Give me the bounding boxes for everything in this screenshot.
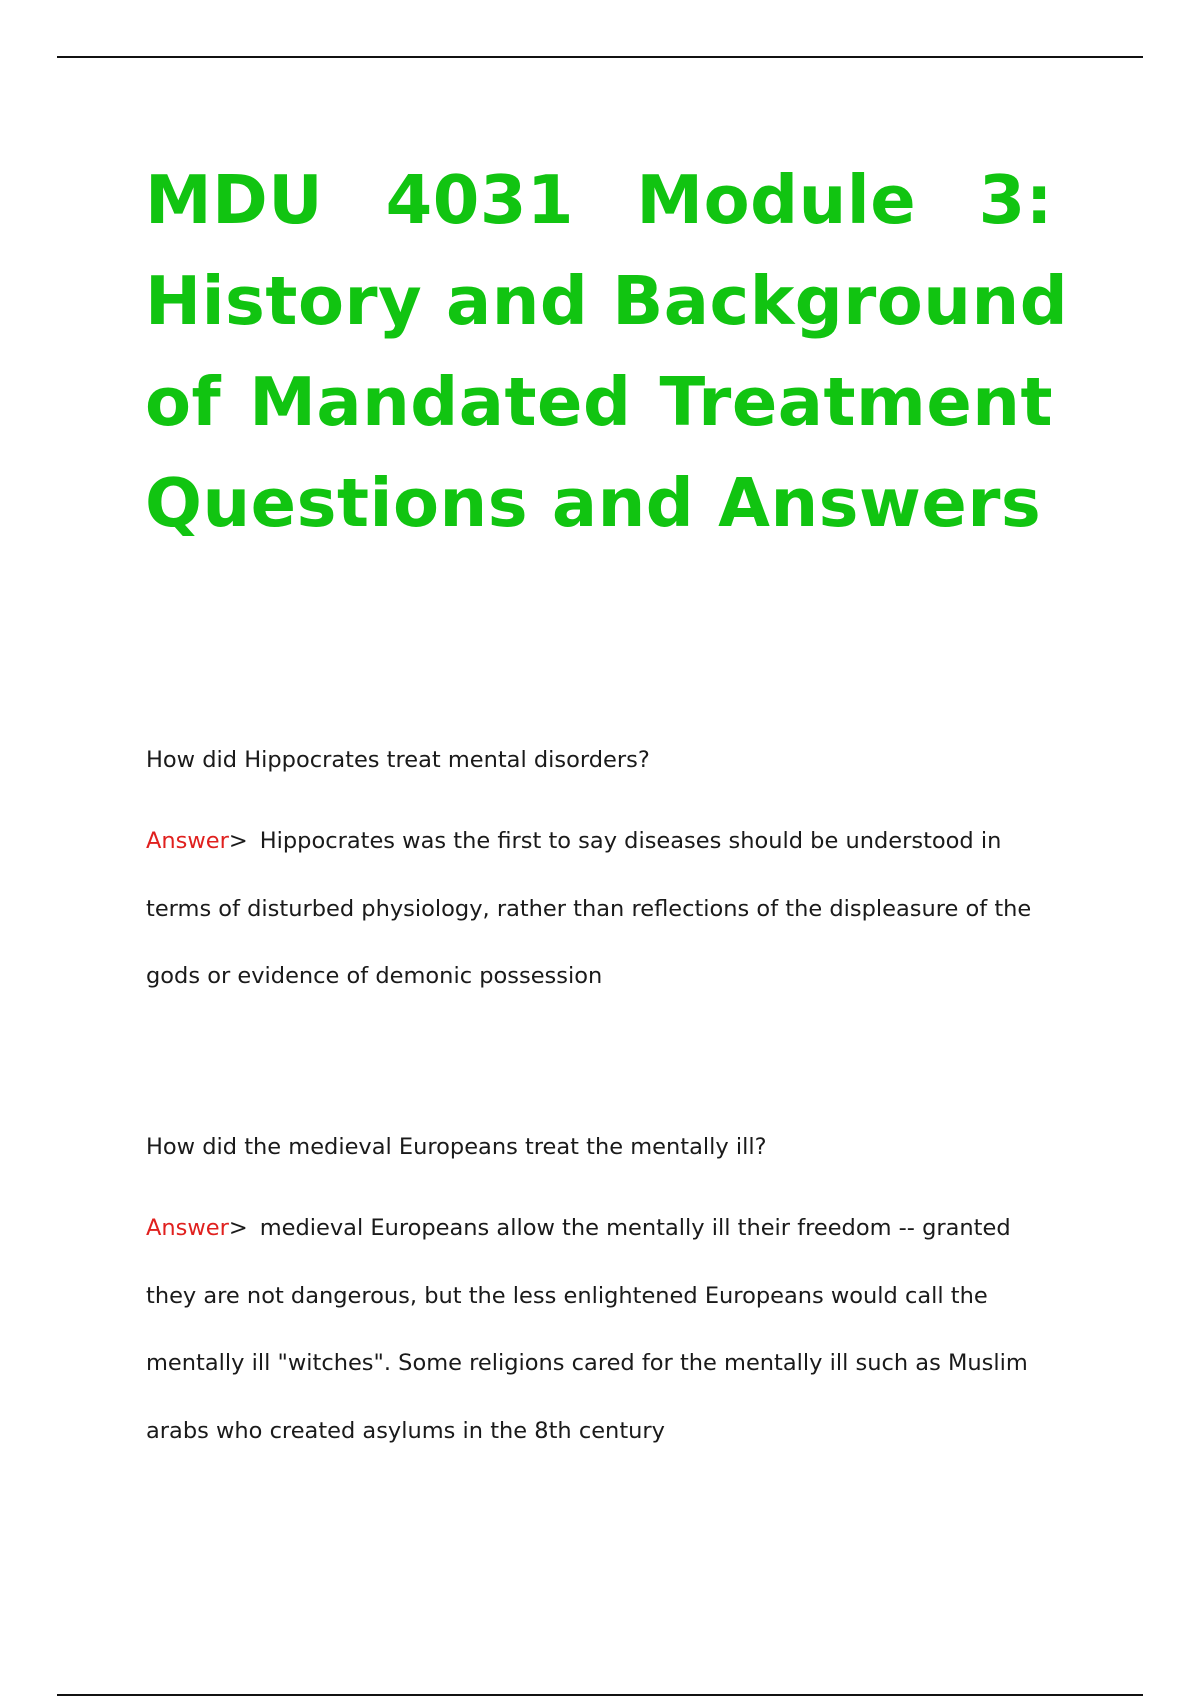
title-line: History and Background — [145, 262, 1069, 340]
answer-line: terms of disturbed physiology, rather than reflections of the displeasure of the — [146, 895, 1032, 922]
top-rule — [57, 56, 1143, 58]
answer-line: mentally ill "witches". Some religions cared for the mentally ill such as Muslim — [146, 1350, 1028, 1376]
title-line: of Mandated Treatment — [145, 363, 1053, 441]
title-line: MDU 4031 Module 3: — [145, 161, 1053, 239]
answer-text: Hippocrates was the first to say diseases should be understood in — [259, 828, 1002, 854]
qa-item — [146, 1131, 1066, 1465]
document-title — [145, 150, 1069, 554]
answer-label: Answer — [146, 1215, 229, 1241]
answer-line: they are not dangerous, but the less enlightened Europeans would call the — [146, 1282, 988, 1309]
answer-arrow: > — [228, 828, 248, 854]
question-text: How did the medieval Europeans treat the mentally ill? — [146, 1134, 767, 1160]
answer-block — [146, 1195, 1066, 1465]
answer-arrow: > — [228, 1215, 248, 1241]
answer-line: arabs who created asylums in the 8th century — [146, 1417, 665, 1444]
answer-text: medieval Europeans allow the mentally ill their freedom -- granted — [259, 1215, 1011, 1241]
qa-item — [146, 744, 1066, 1011]
answer-block — [146, 808, 1066, 1011]
answer-line: gods or evidence of demonic possession — [146, 963, 603, 989]
bottom-rule — [57, 1694, 1143, 1696]
answer-line — [146, 1195, 1066, 1263]
answer-line — [146, 808, 1066, 876]
answer-label: Answer — [146, 828, 229, 854]
question-text: How did Hippocrates treat mental disorders? — [146, 747, 650, 773]
title-line: Questions and Answers — [145, 464, 1042, 542]
